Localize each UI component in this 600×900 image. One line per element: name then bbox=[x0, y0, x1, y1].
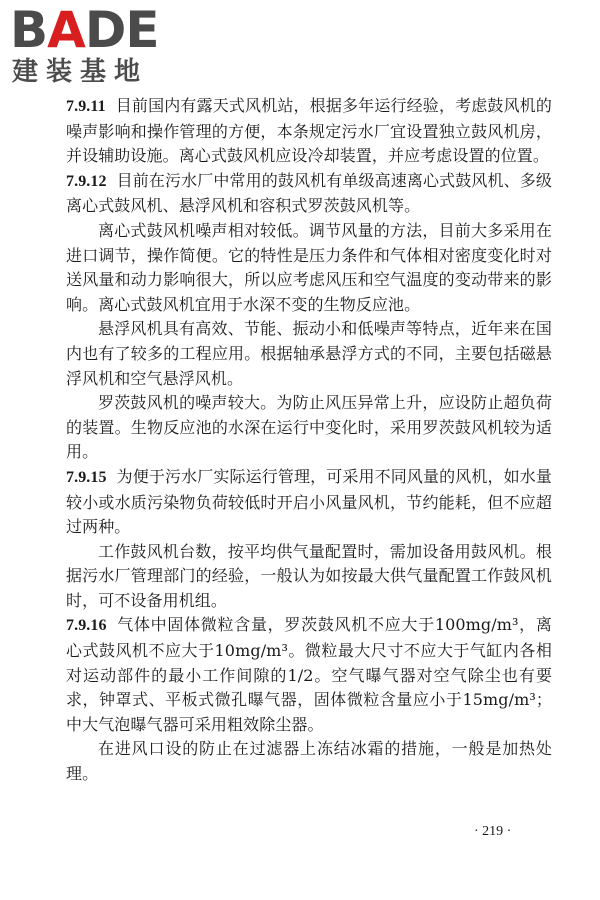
paragraph-standby-blower: 工作鼓风机台数，按平均供气量配置时，需加设备用鼓风机。根据污水厂管理部门的经验，一般认为如按最大供气量配置工作鼓风机时，可不设备用机组。 bbox=[66, 541, 552, 610]
clause-7-9-12 bbox=[66, 169, 552, 219]
logo-wordmark bbox=[10, 1, 159, 59]
clause-text: 气体中固体微粒含量，罗茨鼓风机不应大于100mg/m³，离心式鼓风机不应大于10mg/m³。微粒最大尺寸不应大于气缸内各相对运动部件的最小工作间隙的1/2。空气曝气器对空气除尘也有要求，钟罩式、平板式微孔曝气器，固体微粒含量应小于15mg/m³；中大气泡曝气器可采用粗效除尘器。 bbox=[66, 615, 552, 734]
paragraph-roots-blower: 罗茨鼓风机的噪声较大。为防止风压异常上升，应设防止超负荷的装置。生物反应池的水深在运行中变化时，采用罗茨鼓风机较为适用。 bbox=[66, 393, 552, 462]
logo-letter-b: B bbox=[10, 1, 48, 59]
paragraph-suspension-blower: 悬浮风机具有高效、节能、振动小和低噪声等特点，近年来在国内也有了较多的工程应用。根据轴承悬浮方式的不同，主要包括磁悬浮风机和空气悬浮风机。 bbox=[66, 319, 552, 388]
clause-number: 7.9.12 bbox=[66, 172, 107, 190]
clause-7-9-11 bbox=[66, 94, 552, 169]
clause-number: 7.9.16 bbox=[66, 617, 107, 635]
logo-subtitle: 建装基地 bbox=[12, 57, 149, 87]
logo-letters-de: DE bbox=[84, 1, 159, 59]
document-body bbox=[66, 94, 552, 787]
clause-number: 7.9.15 bbox=[66, 468, 107, 486]
bade-logo bbox=[10, 1, 200, 88]
paragraph-anti-frost: 在进风口设的防止在过滤器上冻结冰霜的措施，一般是加热处理。 bbox=[66, 739, 552, 784]
logo-letter-a: A bbox=[47, 1, 85, 59]
clause-text: 目前国内有露天式风机站，根据多年运行经验，考虑鼓风机的噪声影响和操作管理的方便，本条规定污水厂宜设置独立鼓风机房，并设辅助设施。离心式鼓风机应设冷却装置，并应考虑设置的位置。 bbox=[66, 96, 552, 166]
clause-text: 为便于污水厂实际运行管理，可采用不同风量的风机，如水量较小或水质污染物负荷较低时开启小风量风机，节约能耗，但不应超过两种。 bbox=[66, 466, 552, 537]
clause-7-9-16 bbox=[66, 613, 552, 737]
clause-text: 目前在污水厂中常用的鼓风机有单级高速离心式鼓风机、多级离心式鼓风机、悬浮风机和容积式罗茨鼓风机等。 bbox=[66, 170, 552, 216]
paragraph-centrifugal-blower: 离心式鼓风机噪声相对较低。调节风量的方法，目前大多采用在进口调节，操作简便。它的特性是压力条件和气体相对密度变化时对送风量和动力影响很大，所以应考虑风压和空气温度的变动带来的影响。离心式鼓风机宜用于水深不变的生物反应池。 bbox=[66, 220, 552, 314]
page-number: · 219 · bbox=[474, 824, 512, 839]
clause-7-9-15 bbox=[66, 465, 552, 540]
clause-number: 7.9.11 bbox=[66, 98, 106, 115]
